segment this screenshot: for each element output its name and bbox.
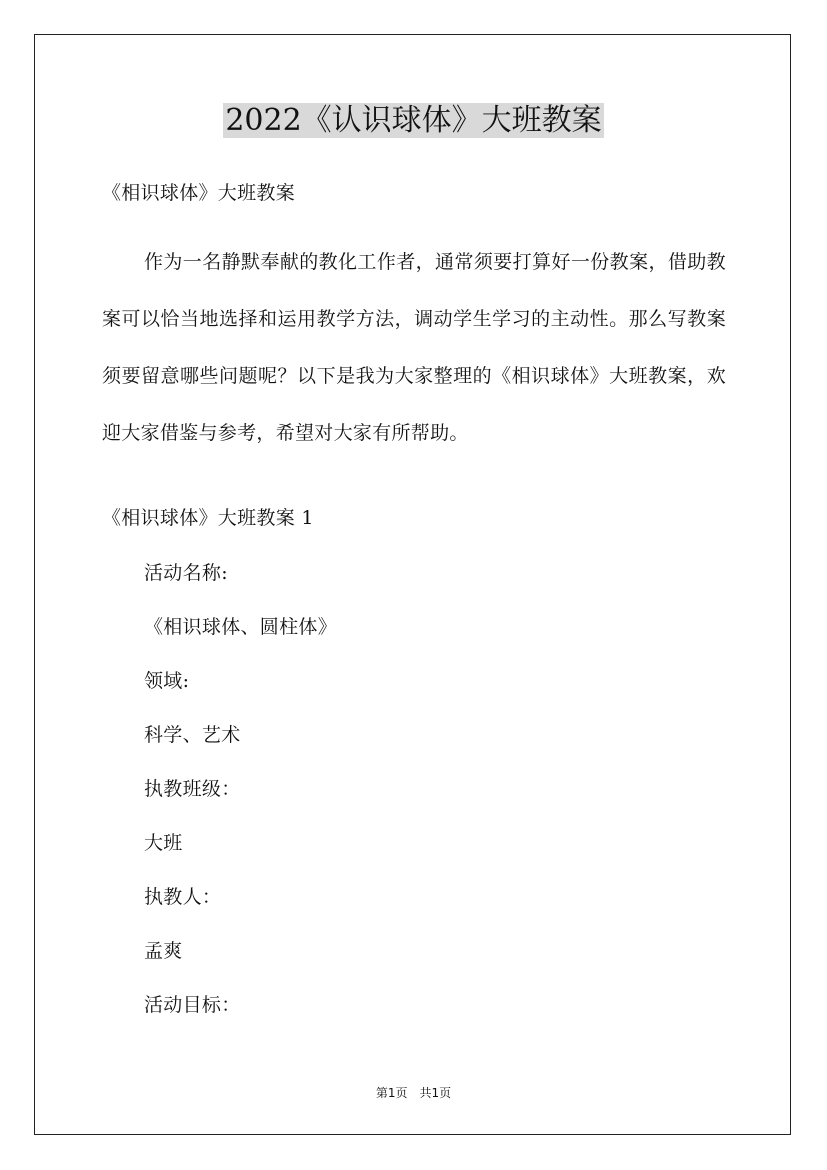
page-number: 第1页 (375, 1086, 408, 1100)
field-label-domain: 领域: (144, 670, 190, 692)
section-heading: 《相识球体》大班教案 1 (102, 507, 314, 529)
field-value-teacher: 孟爽 (144, 940, 183, 962)
field-label-class: 执教班级： (144, 778, 241, 800)
page-total: 共1页 (419, 1086, 452, 1100)
field-label-activity-name: 活动名称: (144, 562, 228, 584)
intro-paragraph: 作为一名静默奉献的教化工作者，通常须要打算好一份教案，借助教案可以恰当地选择和运用教学方法，调动学生学习的主动性。那么写教案须要留意哪些问题呢？以下是我为大家整理的《相识球体》大班教案，欢迎大家借鉴与参考，希望对大家有所帮助。 (102, 251, 726, 444)
page-footer (0, 1085, 827, 1101)
document-subtitle: 《相识球体》大班教案 (102, 182, 296, 204)
document-title-text: 2022《认识球体》大班教案 (225, 103, 602, 138)
field-label-teacher: 执教人： (144, 886, 222, 908)
field-value-class: 大班 (144, 832, 183, 854)
field-value-domain: 科学、艺术 (144, 724, 241, 746)
field-value-activity-name: 《相识球体、圆柱体》 (144, 616, 338, 638)
document-title (0, 100, 827, 142)
field-label-activity-goals: 活动目标： (144, 994, 241, 1016)
